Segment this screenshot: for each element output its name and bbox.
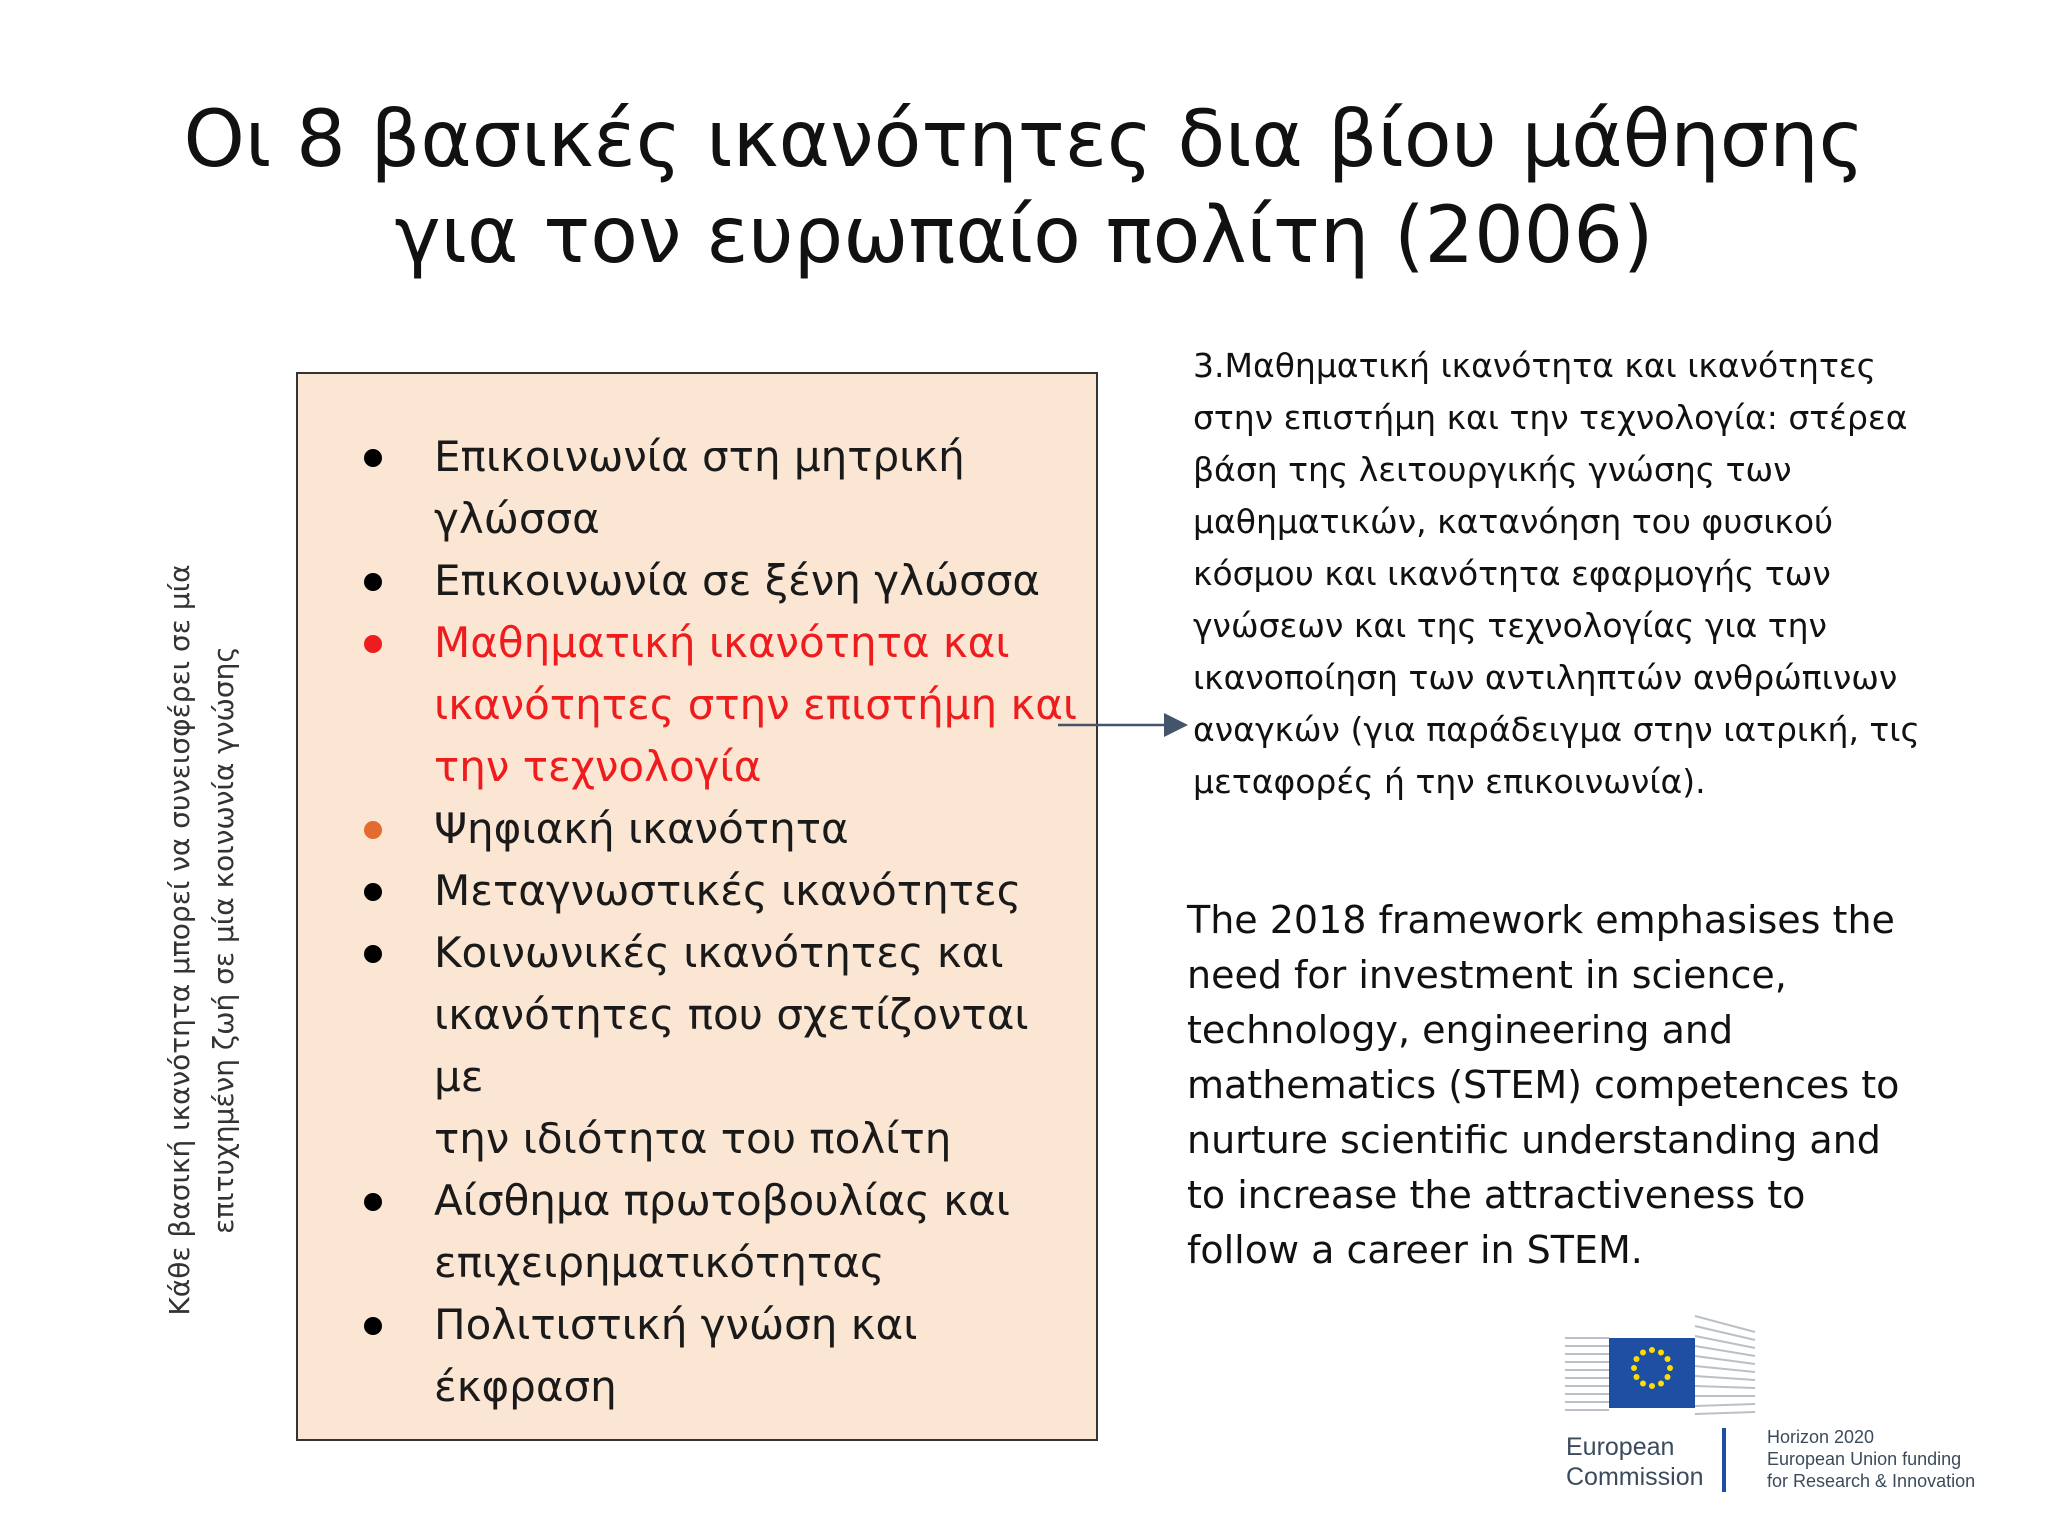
bullet-icon xyxy=(364,449,382,467)
competence-label: Μεταγνωστικές ικανότητες xyxy=(434,866,1022,915)
title-line-1: Οι 8 βασικές ικανότητες δια βίου μάθησης xyxy=(183,95,1865,185)
horizon-2020-note xyxy=(1767,1426,1975,1492)
bullet-icon xyxy=(364,1317,382,1335)
side-note-line-1: Κάθε βασική ικανότητα μπορεί να συνεισφέρει σε μία xyxy=(163,564,196,1316)
competence-description xyxy=(1193,340,1973,808)
side-note-line-2: επιτυχημένη ζωή σε μία κοινωνία γνώσης xyxy=(207,646,240,1234)
competences-list xyxy=(358,426,1088,1418)
description-line: αναγκών (για παράδειγμα στην ιατρική, τις xyxy=(1193,710,1920,749)
bullet-icon xyxy=(364,883,382,901)
framework-line: need for investment in science, xyxy=(1187,953,1787,997)
logo-divider xyxy=(1722,1428,1726,1492)
ec-line: European xyxy=(1566,1433,1675,1461)
framework-line: technology, engineering and xyxy=(1187,1008,1734,1052)
european-commission-logo-icon xyxy=(1565,1310,1765,1422)
competence-label: Επικοινωνία σε ξένη γλώσσα xyxy=(434,556,1041,605)
competences-box xyxy=(296,372,1098,1441)
slide-title xyxy=(0,92,2048,284)
side-note xyxy=(158,500,254,1380)
bullet-icon xyxy=(364,945,382,963)
framework-line: follow a career in STEM. xyxy=(1187,1228,1643,1272)
bullet-icon xyxy=(364,821,382,839)
framework-line: to increase the attractiveness to xyxy=(1187,1173,1806,1217)
framework-line: mathematics (STEM) competences to xyxy=(1187,1063,1900,1107)
european-commission-wordmark xyxy=(1566,1432,1704,1492)
competence-label: Πολιτιστική γνώση και έκφραση xyxy=(434,1300,918,1411)
competence-label: Μαθηματική ικανότητα και ικανότητες στην επιστήμη και την τεχνολογία xyxy=(434,618,1078,791)
framework-note xyxy=(1187,893,1987,1278)
title-line-2: για τον ευρωπαίο πολίτη (2006) xyxy=(394,191,1654,281)
competence-item xyxy=(358,1294,1088,1418)
bullet-icon xyxy=(364,635,382,653)
competence-item-highlighted xyxy=(358,612,1088,798)
competence-item xyxy=(358,550,1088,612)
competence-label: Κοινωνικές ικανότητες και ικανότητες που σχετίζονται με την ιδιότητα του πολίτη xyxy=(434,928,1029,1163)
description-line: 3.Μαθηματική ικανότητα και ικανότητες xyxy=(1193,346,1877,385)
description-line: γνώσεων και της τεχνολογίας για την xyxy=(1193,606,1827,645)
description-line: μαθηματικών, κατανόηση του φυσικού xyxy=(1193,502,1834,541)
bullet-icon xyxy=(364,573,382,591)
description-line: ικανοποίηση των αντιληπτών ανθρώπινων xyxy=(1193,658,1898,697)
competence-item xyxy=(358,798,1088,860)
competence-item xyxy=(358,426,1088,550)
framework-line: nurture scientific understanding and xyxy=(1187,1118,1881,1162)
description-line: μεταφορές ή την επικοινωνία). xyxy=(1193,762,1706,801)
competence-label: Επικοινωνία στη μητρική γλώσσα xyxy=(434,432,965,543)
competence-item xyxy=(358,922,1088,1170)
horizon-line: for Research & Innovation xyxy=(1767,1471,1976,1491)
competence-item xyxy=(358,1170,1088,1294)
description-line: κόσμου και ικανότητα εφαρμογής των xyxy=(1193,554,1831,593)
competence-label: Ψηφιακή ικανότητα xyxy=(434,804,849,853)
description-line: βάση της λειτουργικής γνώσης των xyxy=(1193,450,1792,489)
ec-line: Commission xyxy=(1566,1463,1704,1491)
competence-label: Αίσθημα πρωτοβουλίας και επιχειρηματικότητας xyxy=(434,1176,1010,1287)
horizon-line: European Union funding xyxy=(1767,1449,1962,1469)
bullet-icon xyxy=(364,1193,382,1211)
horizon-line: Horizon 2020 xyxy=(1767,1427,1875,1447)
framework-line: The 2018 framework emphasises the xyxy=(1187,898,1895,942)
arrow-right-icon xyxy=(1058,710,1190,740)
competence-item xyxy=(358,860,1088,922)
description-line: στην επιστήμη και την τεχνολογία: στέρεα xyxy=(1193,398,1908,437)
